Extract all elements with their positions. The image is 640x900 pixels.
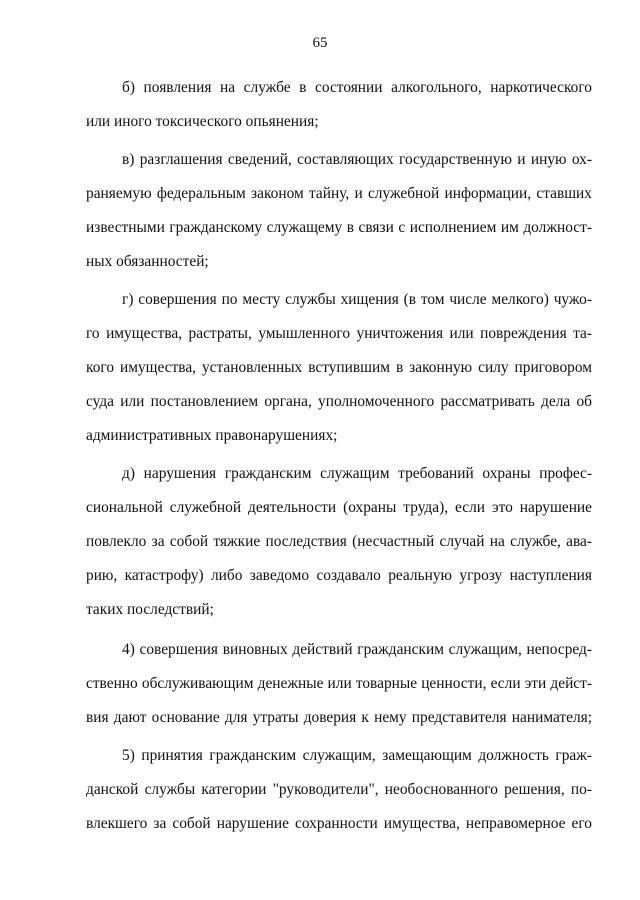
paragraph-v-line-2: раняемую федеральным законом тайну, и служебной информации, ставших [86,185,592,202]
paragraph-d-line-2: сиональной служебной деятельности (охраны труда), если это нарушение [86,499,592,516]
paragraph-d-line-1: д) нарушения гражданским служащим требований охраны профес- [122,465,592,482]
paragraph-4-line-2: ственно обслуживающим денежные или товарные ценности, если эти дейст- [86,675,592,692]
paragraph-4-line-1: 4) совершения виновных действий гражданским служащим, непосред- [122,641,592,658]
paragraph-5-line-1: 5) принятия гражданским служащим, замещающим должность граж- [122,747,592,764]
paragraph-b-line-2: или иного токсического опьянения; [86,113,319,130]
paragraph-d-line-4: рию, катастрофу) либо заведомо создавало реальную угрозу наступления [86,567,592,584]
page-number: 65 [312,35,328,51]
paragraph-4-line-3: вия дают основание для утраты доверия к нему представителя нанимателя; [86,709,592,726]
paragraph-d-line-3: повлекло за собой тяжкие последствия (несчастный случай на службе, ава- [86,533,592,550]
paragraph-v-line-4: ных обязанностей; [86,253,209,270]
paragraph-g-line-5: административных правонарушениях; [86,427,338,444]
paragraph-5-line-3: влекшего за собой нарушение сохранности имущества, неправомерное его [86,815,592,832]
paragraph-b-line-1: б) появления на службе в состоянии алкогольного, наркотического [122,79,592,96]
paragraph-g-line-2: го имущества, растраты, умышленного уничтожения или повреждения та- [86,325,592,342]
paragraph-g-line-4: суда или постановлением органа, уполномоченного рассматривать дела об [86,393,592,410]
paragraph-v-line-1: в) разглашения сведений, составляющих государственную и иную ох- [122,151,592,168]
paragraph-5-line-2: данской службы категории "руководители", необоснованного решения, по- [86,781,592,798]
paragraph-g-line-1: г) совершения по месту службы хищения (в том числе мелкого) чужо- [122,291,592,308]
paragraph-g-line-3: кого имущества, установленных вступившим в законную силу приговором [86,359,592,376]
paragraph-d-line-5: таких последствий; [86,601,214,618]
paragraph-v-line-3: известными гражданскому служащему в связи с исполнением им должност- [86,219,592,236]
